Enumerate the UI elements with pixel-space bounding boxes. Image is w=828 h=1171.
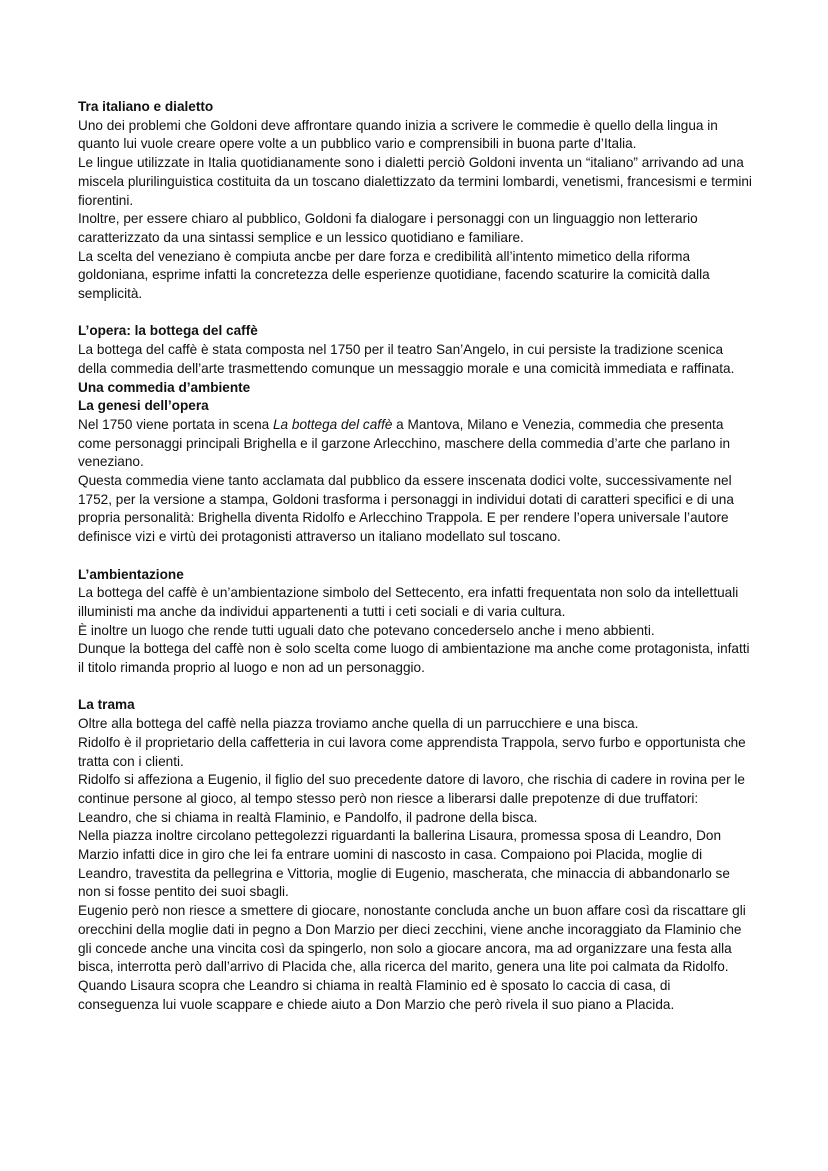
section-heading-italiano-dialetto: Tra italiano e dialetto (78, 99, 214, 114)
spacer (78, 304, 754, 323)
paragraph: La scelta del veneziano è compiuta ancbe per dare forza e credibilità all’intento mimetico della riforma goldoniana, esprime infatti la concretezza delle esperienze quotidiane, facendo scaturire la comicità dalla semplicità. (78, 248, 710, 302)
paragraph: Nella piazza inoltre circolano pettegolezzi riguardanti la ballerina Lisaura, promessa sposa di Leandro, Don Marzio infatti dice in giro che lei fa entrare uomini di nascosto in casa. Compaiono poi Placida, moglie di Leandro, travestita da pellegrina e Vittoria, moglie di Eugenio, mascherata, che minaccia di abbandonarlo se non si fosse pentito dei suoi sbagli. (78, 828, 730, 900)
section-heading-trama: La trama (78, 697, 135, 713)
paragraph: Ridolfo si affeziona a Eugenio, il figlio del suo precedente datore di lavoro, che rischia di cadere in rovina per le continue persone al gioco, al tempo stesso però non riesce a liberarsi dalle prepotenze di due truffatori: Leandro, che si chiama in realtà Flaminio, e Pandolfo, il padrone della bisca. (78, 772, 745, 825)
paragraph: Le lingue utilizzate in Italia quotidianamente sono i dialetti perciò Goldoni inventa un “italiano” arrivando ad una miscela plurilinguistica costituita da un toscano dialettizzato da termini lombardi, venetismi, francesismi e termini fiorentini. (78, 155, 752, 208)
paragraph: Quando Lisaura scopra che Leandro si chiama in realtà Flaminio ed è sposato lo caccia di casa, di conseguenza lui vuole scappare e chiede aiuto a Don Marzio che però rivela il suo piano a Placida. (78, 978, 675, 1012)
paragraph: È inoltre un luogo che rende tutti uguali dato che potevano concederselo anche i meno abbienti. (78, 622, 655, 638)
paragraph (78, 416, 754, 472)
section-heading-ambientazione: L’ambientazione (78, 566, 184, 582)
spacer (78, 678, 754, 697)
text-run: Nel 1750 viene portata in scena (78, 416, 273, 432)
text-run: a Mantova, Milano e Venezia, commedia che presenta come personaggi principali Brighella e il garzone Arlecchino, maschere della commedia d’arte che parlano in veneziano. (78, 416, 731, 470)
subheading-commedia-ambiente: Una commedia d’ambiente (78, 379, 251, 395)
paragraph: La bottega del caffè è un’ambientazione simbolo del Settecento, era infatti frequentata non solo da intellettuali illuministi ma anche da individui appartenenti a tutti i ceti sociali e di varia cultura. (78, 585, 739, 619)
paragraph: Dunque la bottega del caffè non è solo scelta come luogo di ambientazione ma anche come protagonista, infatti il titolo rimanda proprio al luogo e non ad un personaggio. (78, 641, 750, 676)
paragraph: Inoltre, per essere chiaro al pubblico, Goldoni fa dialogare i personaggi con un linguaggio non letterario caratterizzato da una sintassi semplice e un lessico quotidiano e familiare. (78, 211, 698, 245)
paragraph: Eugenio però non riesce a smettere di giocare, nonostante concluda anche un buon affare così da riscattare gli orecchini della moglie dati in pegno a Don Marzio per dieci zecchini, viene anche incoraggiato da Flaminio che gli concede anche una vincita così da spingerlo, non solo a giocare ancora, ma ad organizzare una festa alla bisca, interrotta però dall’arrivo di Placida che, alla ricerca del marito, genera una lite poi calmata da Ridolfo. (78, 903, 746, 975)
spacer (78, 547, 754, 566)
paragraph: Uno dei problemi che Goldoni deve affrontare quando inizia a scrivere le commedie è quello della lingua in quanto lui vuole creare opere volte a un pubblico vario e comprensibili in buona parte d’Italia. (78, 117, 718, 152)
paragraph: Questa commedia viene tanto acclamata dal pubblico da essere inscenata dodici volte, successivamente nel 1752, per la versione a stampa, Goldoni trasforma i personaggi in individui dotati di caratteri specifici e di una propria personalità: Brighella diventa Ridolfo e Arlecchino Trappola. E per rendere l’opera universale l’autore definisce vizi e virtù dei protagonisti attraverso un italiano modellato sul toscano. (78, 473, 734, 545)
paragraph: Oltre alla bottega del caffè nella piazza troviamo anche quella di un parrucchiere e una bisca. (78, 716, 639, 732)
document-page (78, 98, 754, 1014)
paragraph: La bottega del caffè è stata composta nel 1750 per il teatro San’Angelo, in cui persiste la tradizione scenica della commedia dell’arte trasmettendo comunque un messaggio morale e una comicità immediata e raffinata. (78, 342, 735, 376)
paragraph: Ridolfo è il proprietario della caffetteria in cui lavora come apprendista Trappola, servo furbo e opportunista che tratta con i clienti. (78, 734, 746, 769)
subheading-genesi: La genesi dell’opera (78, 398, 209, 414)
section-heading-opera: L’opera: la bottega del caffè (78, 323, 258, 339)
work-title: La bottega del caffè (272, 416, 393, 432)
